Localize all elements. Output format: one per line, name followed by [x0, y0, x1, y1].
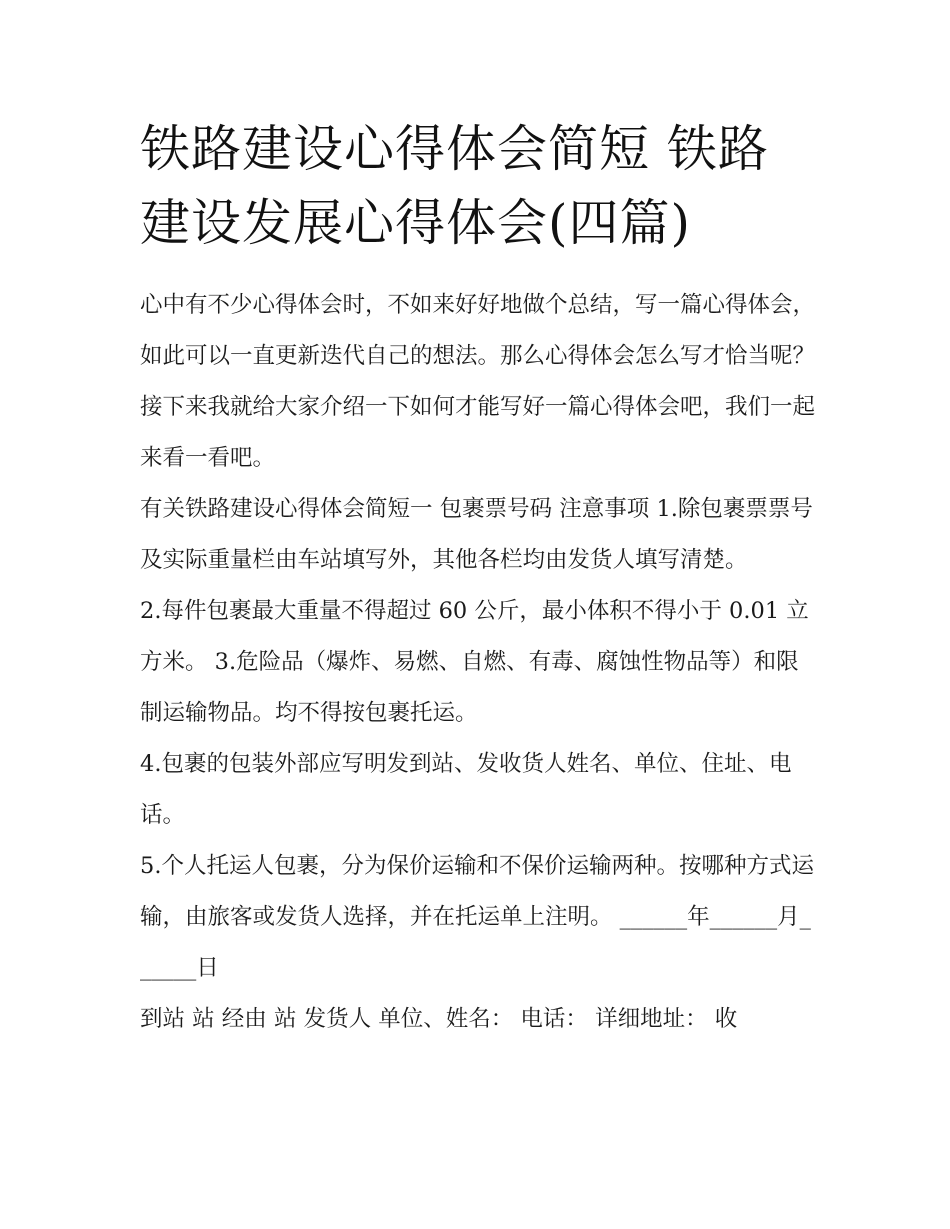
paragraph-notice-4: 4.包裹的包装外部应写明发到站、发收货人姓名、单位、住址、电话。 [140, 751, 792, 828]
document-body [140, 112, 816, 1045]
paragraph-notice-1: 有关铁路建设心得体会简短一 包裹票号码 注意事项 1.除包裹票票号及实际重量栏由车站填写外，其他各栏均由发货人填写清楚。 [140, 496, 813, 573]
paragraph-notice-2-3: 2.每件包裹最大重量不得超过 60 公斤，最小体积不得小于 0.01 立方米。 3.危险品（爆炸、易燃、自燃、有毒、腐蚀性物品等）和限制运输物品。均不得按包裹托运。 [140, 598, 809, 726]
paragraph-intro: 心中有不少心得体会时，不如来好好地做个总结，写一篇心得体会，如此可以一直更新迭代自己的想法。那么心得体会怎么写才恰当呢？接下来我就给大家介绍一下如何才能写好一篇心得体会吧，我们一起来看一看吧。 [140, 292, 816, 471]
document-title: 铁路建设心得体会简短 铁路建设发展心得体会(四篇) [140, 120, 769, 252]
paragraph-notice-5: 5.个人托运人包裹，分为保价运输和不保价运输两种。按哪种方式运输，由旅客或发货人选择，并在托运单上注明。 ______年______月______日 [140, 853, 814, 981]
paragraph-form-fields: 到站 站 经由 站 发货人 单位、姓名： 电话： 详细地址： 收 [140, 1006, 738, 1032]
